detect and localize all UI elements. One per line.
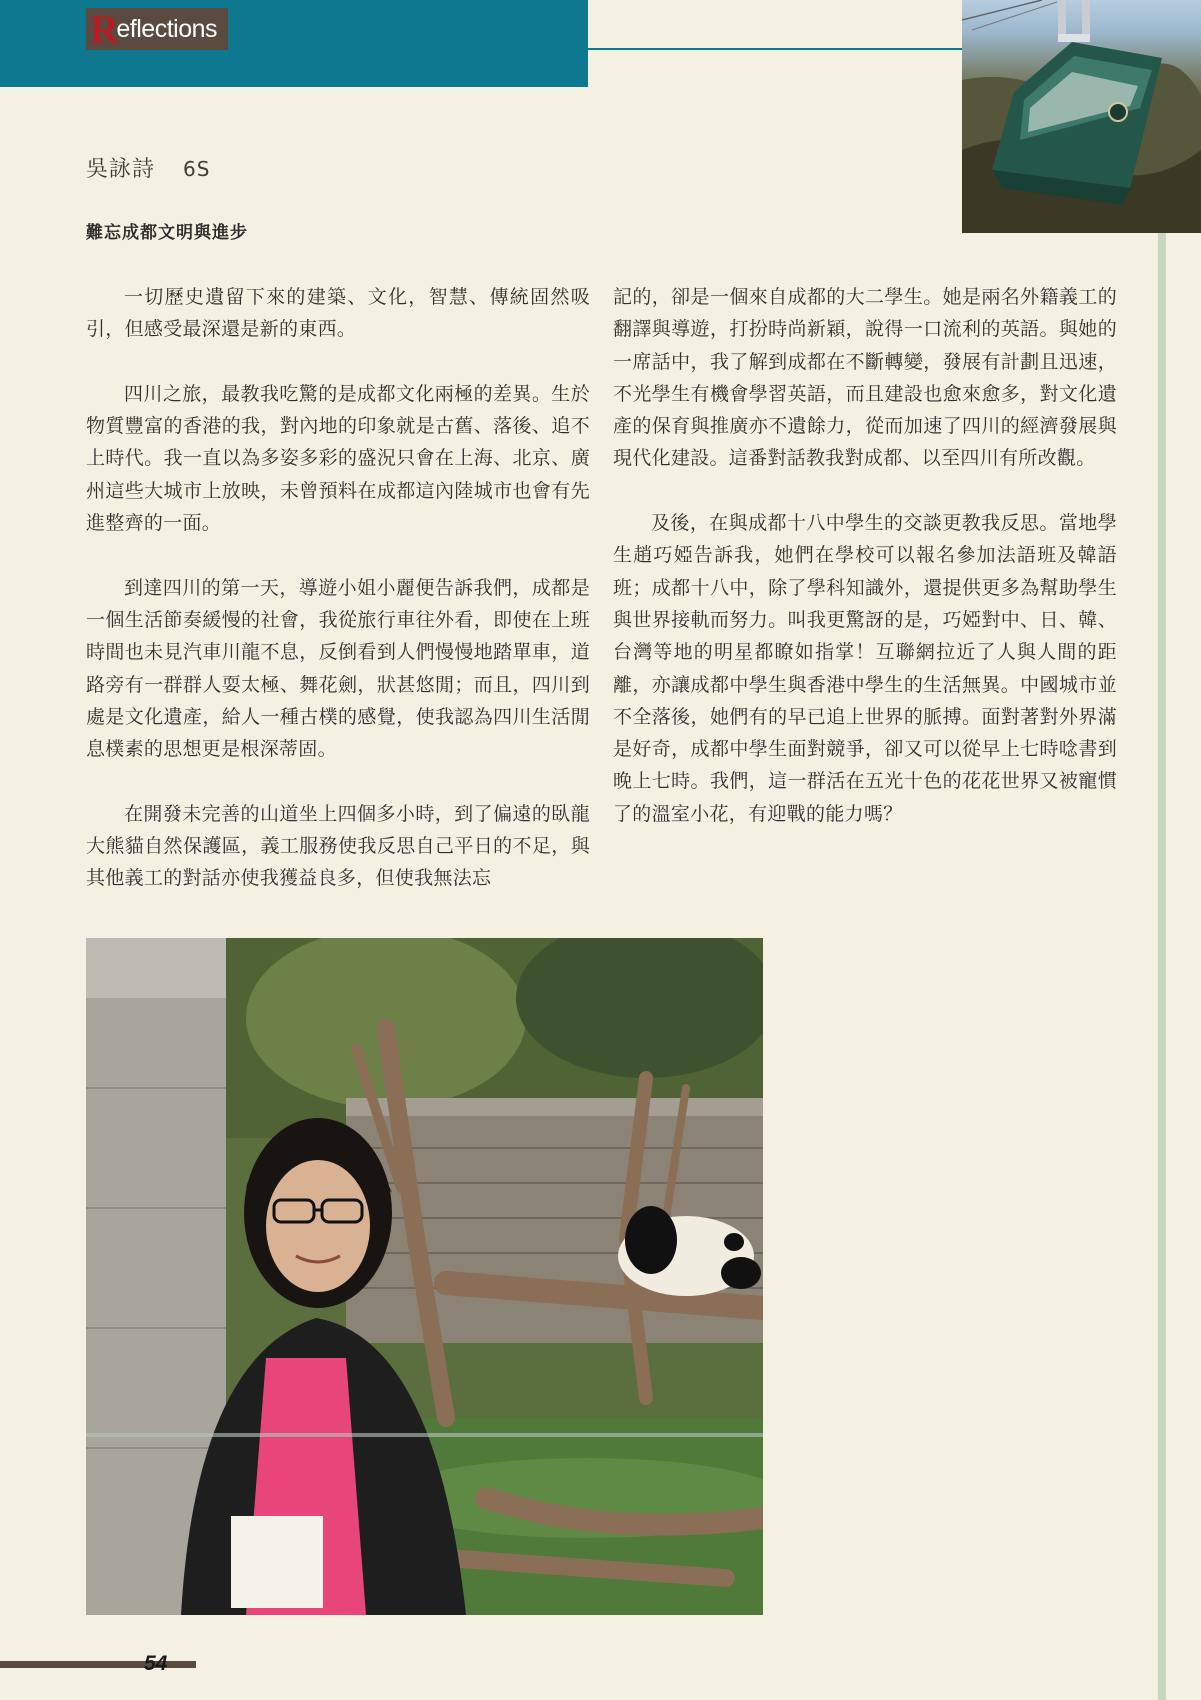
paragraph: 四川之旅，最教我吃驚的是成都文化兩極的差異。生於物質豐富的香港的我，對內地的印象就是古舊、落後、追不上時代。我一直以為多姿多彩的盛況只會在上海、北京、廣州這些大城市上放映，未曾預料在成都這內陸城市也會有先進整齊的一面。: [86, 382, 590, 535]
article-column-left: [86, 281, 590, 895]
logo-initial: R: [90, 7, 119, 52]
author-line: [86, 152, 210, 183]
paragraph: 到達四川的第一天，導遊小姐小麗便告訴我們，成都是一個生活節奏緩慢的社會，我從旅行車往外看，即使在上班時間也未見汽車川龍不息，反倒看到人們慢慢地踏單車，道路旁有一群群人耍太極、舞花劍，狀甚悠閒；而且，四川到處是文化遺產，給人一種古樸的感覺，使我認為四川生活閒息樸素的思想更是根深蒂固。: [86, 576, 590, 761]
header-band: [0, 0, 588, 87]
paragraph: 在開發未完善的山道坐上四個多小時，到了偏遠的臥龍大熊貓自然保護區，義工服務使我反思自己平日的不足，與其他義工的對話亦使我獲益良多，但使我無法忘: [86, 802, 590, 890]
logo-text: eflections: [116, 15, 218, 43]
cable-car-photo: [962, 0, 1201, 233]
paragraph: 一切歷史遺留下來的建築、文化，智慧、傳統固然吸引，但感受最深還是新的東西。: [86, 286, 590, 341]
student-panda-photo: [86, 938, 763, 1615]
header-rule: [588, 48, 962, 50]
paragraph: 記的，卻是一個來自成都的大二學生。她是兩名外籍義工的翻譯與導遊，打扮時尚新穎，說得一口流利的英語。與她的一席話中，我了解到成都在不斷轉變，發展有計劃且迅速，不光學生有機會學習英語，而且建設也愈來愈多，對文化遺產的保育與推廣亦不遺餘力，從而加速了四川的經濟發展與現代化建設。這番對話教我對成都、以至四川有所改觀。: [613, 286, 1117, 470]
article-column-right: [613, 281, 1117, 830]
author-class: 6S: [183, 157, 211, 181]
author-name: 吳詠詩: [86, 157, 156, 182]
page-number: 54: [144, 1652, 168, 1675]
reflections-logo: [86, 8, 228, 50]
paragraph: 及後，在與成都十八中學生的交談更教我反思。當地學生趙巧婭告訴我，她們在學校可以報名參加法語班及韓語班；成都十八中，除了學科知識外，還提供更多為幫助學生與世界接軌而努力。叫我更驚訝的是，巧婭對中、日、韓、台灣等地的明星都瞭如指掌！互聯網拉近了人與人間的距離，亦讓成都中學生與香港中學生的生活無異。中國城市並不全落後，她們有的早已追上世界的脈搏。面對著對外界滿是好奇，成都中學生面對競爭，卻又可以從早上七時唸書到晚上七時。我們，這一群活在五光十色的花花世界又被寵慣了的溫室小花，有迎戰的能力嗎？: [613, 512, 1117, 825]
cable-car-illustration: [962, 0, 1201, 233]
side-stripe: [1158, 0, 1166, 1700]
panda-enclosure-illustration: [86, 938, 763, 1615]
article-title: 難忘成都文明與進步: [86, 223, 248, 243]
